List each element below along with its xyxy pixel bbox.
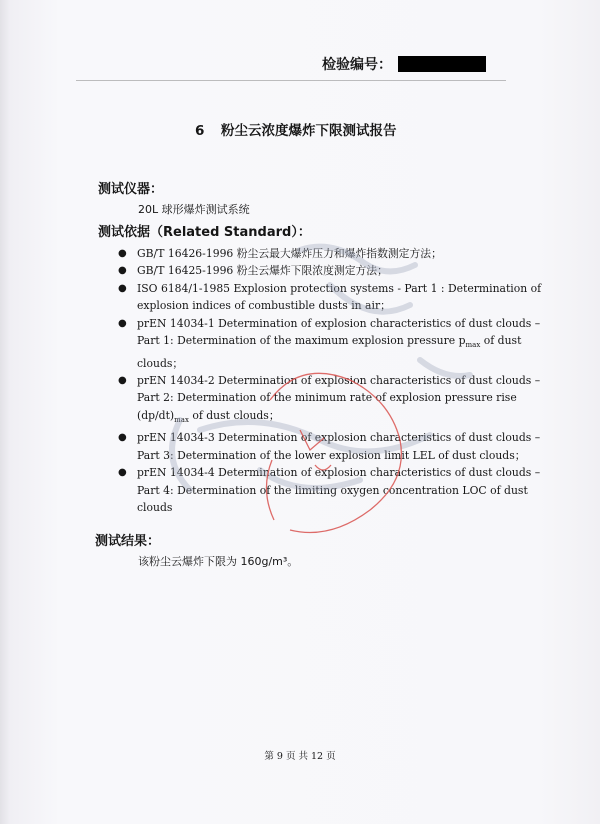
result-text: 该粉尘云爆炸下限为 160g/m³。 <box>138 555 299 568</box>
standard-item: ● prEN 14034-4 Determination of explosion characteristics of dust clouds – Part 4: Determination of the limiting oxygen concentration LOC of dust clouds <box>118 466 541 514</box>
standard-item: ● ISO 6184/1-1985 Explosion protection systems - Part 1 : Determination of explosion indices of combustible dusts in air； <box>118 281 542 313</box>
scan-line <box>216 80 506 81</box>
instrument-value: 20L 球形爆炸测试系统 <box>138 203 250 216</box>
bullet-icon: ● <box>118 317 127 329</box>
standards-heading: 测试依据（Related Standard）： <box>98 225 311 240</box>
report-title <box>195 119 475 139</box>
standard-item: ● GB/T 16426-1996 粉尘云最大爆炸压力和爆炸指数测定方法； <box>118 245 496 262</box>
bullet-icon: ● <box>118 248 127 259</box>
redaction-box <box>398 56 486 72</box>
standards-list <box>118 245 542 516</box>
bullet-icon: ● <box>118 375 127 386</box>
result-heading: 测试结果： <box>95 534 161 549</box>
standard-item: ● prEN 14034-2 Determination of explosion characteristics of dust clouds – Part 2: Determination of the minimum rate of explosion pressure rise $(dp/dt)_{max}$ of dust clouds； <box>118 374 541 424</box>
inspection-number <box>322 55 486 73</box>
bullet-icon: ● <box>118 432 127 444</box>
bullet-icon: ● <box>118 282 127 294</box>
section-number: 6 <box>195 123 205 139</box>
page-footer: 第 9 页 共 12 页 <box>264 751 336 762</box>
bullet-icon: ● <box>118 467 127 479</box>
standard-item: ● GB/T 16425-1996 粉尘云爆炸下限浓度测定方法； <box>118 262 496 279</box>
standard-item: ● prEN 14034-1 Determination of explosion characteristics of dust clouds – Part 1: Determination of the maximum explosion pressure $p_{max}$ of dust clouds； <box>118 316 541 370</box>
inspection-number-label: 检验编号： <box>322 57 392 73</box>
report-title-text: 粉尘云浓度爆炸下限测试报告 <box>221 123 397 139</box>
scan-line <box>76 80 216 81</box>
instrument-heading: 测试仪器： <box>98 182 164 197</box>
bullet-icon: ● <box>118 265 127 277</box>
standard-item: ● prEN 14034-3 Determination of explosion characteristics of dust clouds – Part 3: Determination of the lower explosion limit LEL of dust clouds； <box>118 431 541 462</box>
